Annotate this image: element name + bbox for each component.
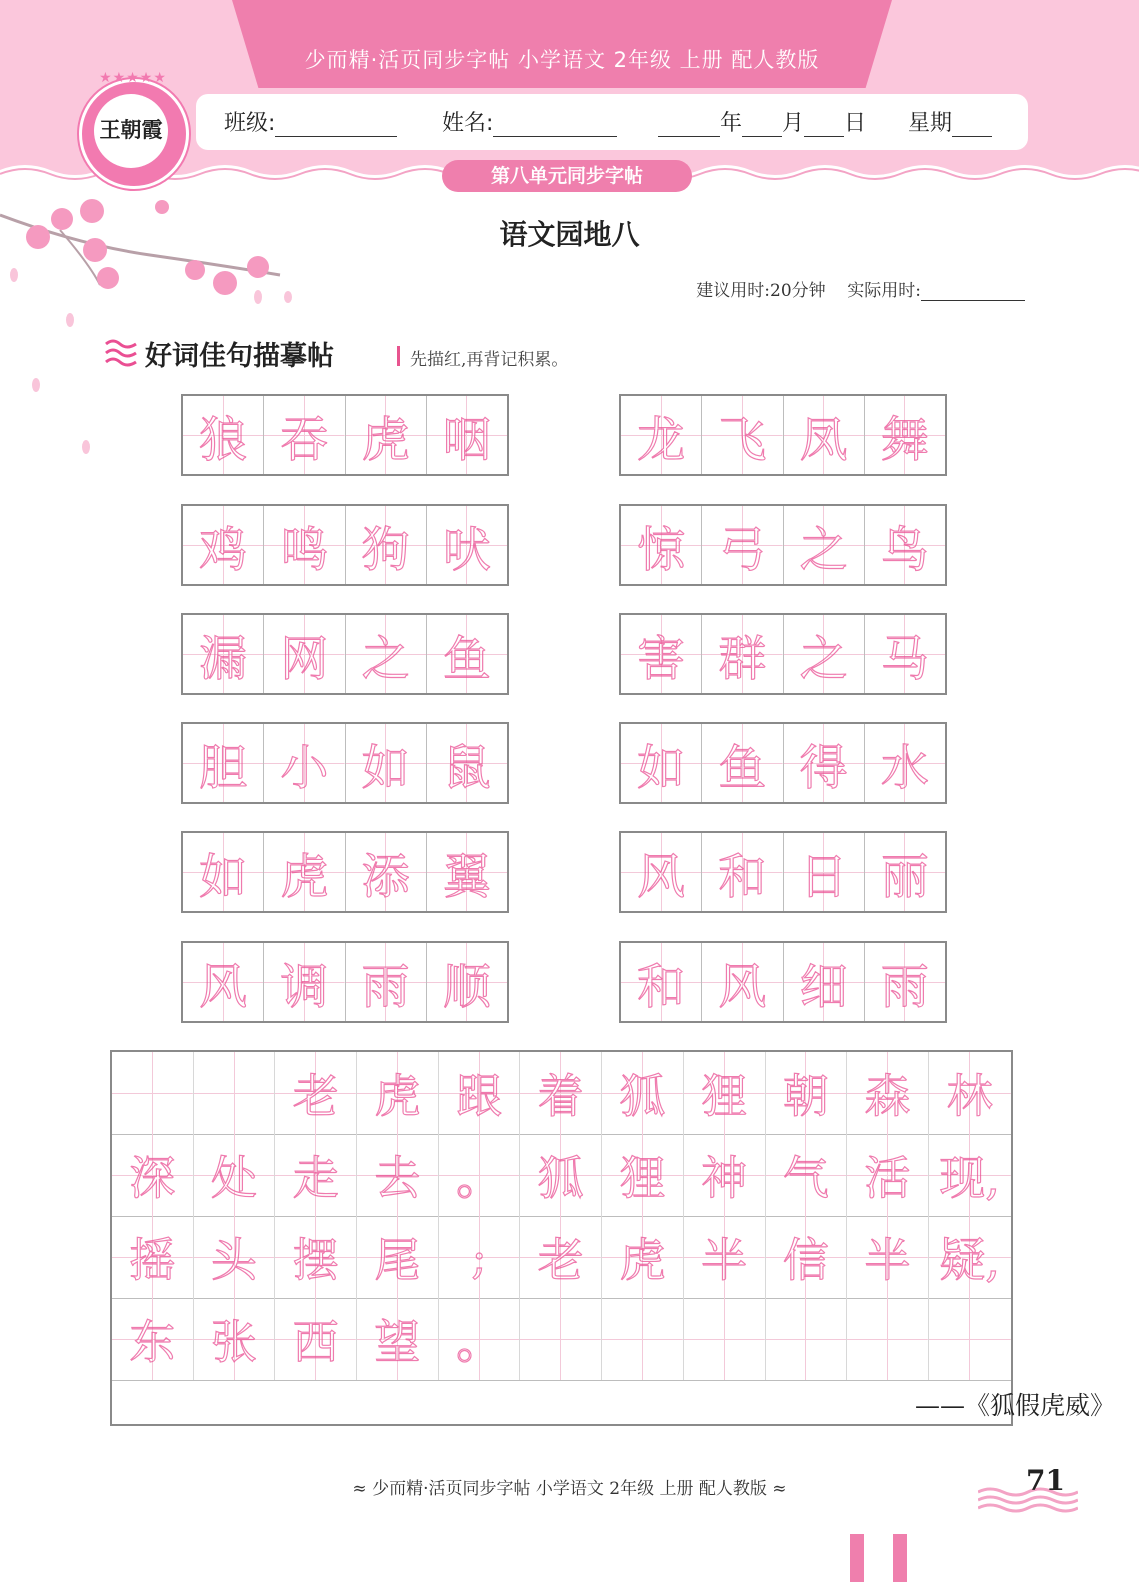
tracing-cell[interactable] (264, 506, 345, 584)
name-field[interactable]: 姓名: (442, 106, 617, 137)
passage-cell[interactable] (520, 1052, 602, 1134)
passage-cell[interactable] (112, 1052, 194, 1134)
trace-character: 活 (864, 1151, 911, 1205)
passage-cell[interactable] (684, 1052, 766, 1134)
tracing-cell[interactable] (865, 615, 945, 693)
series-title: 少而精·活页同步字帖 小学语文 2年级 上册 配人教版 (304, 48, 820, 72)
passage-cell[interactable] (357, 1134, 439, 1216)
trace-character: 疑, (939, 1233, 1001, 1287)
passage-cell[interactable] (602, 1216, 684, 1298)
trace-character: 虎 (361, 411, 410, 468)
word-grid-left-2 (181, 504, 509, 586)
tracing-cell[interactable] (621, 396, 702, 474)
tracing-cell[interactable] (702, 724, 783, 802)
word-grid-right-4 (619, 722, 947, 804)
word-grid-right-3 (619, 613, 947, 695)
tracing-cell[interactable] (427, 506, 507, 584)
trace-character: ; (471, 1230, 487, 1284)
tracing-cell[interactable] (346, 833, 427, 911)
trace-character: 群 (718, 630, 767, 687)
passage-cell[interactable] (847, 1052, 929, 1134)
section-divider (397, 346, 400, 366)
trace-character: 深 (129, 1151, 176, 1205)
trace-character: 。 (456, 1315, 503, 1369)
trace-character: 狐 (619, 1069, 666, 1123)
word-grid-right-1 (619, 394, 947, 476)
trace-character: 林 (946, 1069, 993, 1123)
trace-character: 森 (864, 1069, 911, 1123)
trace-character: 狼 (199, 411, 248, 468)
tracing-cell[interactable] (784, 724, 865, 802)
suggested-time: 建议用时:20分钟 (696, 281, 826, 301)
trace-character: 鸣 (280, 521, 329, 578)
trace-character: 处 (211, 1151, 258, 1205)
passage-cell[interactable] (357, 1052, 439, 1134)
logo-text: 王朝霞 (99, 117, 163, 142)
tracing-cell[interactable] (702, 833, 783, 911)
trace-character: 鱼 (718, 739, 767, 796)
trace-character: 西 (292, 1315, 339, 1369)
trace-character: 咽 (442, 411, 491, 468)
trace-character: 吠 (442, 521, 491, 578)
trace-character: 凤 (799, 411, 848, 468)
passage-row (112, 1216, 1011, 1299)
trace-character: 狸 (619, 1151, 666, 1205)
trace-character: 雨 (361, 958, 410, 1015)
trace-character: 气 (782, 1151, 829, 1205)
trace-character: 尾 (374, 1233, 421, 1287)
trace-character: 得 (799, 739, 848, 796)
trace-character: 跟 (456, 1069, 503, 1123)
passage-cell[interactable] (684, 1298, 766, 1380)
tracing-cell[interactable] (621, 724, 702, 802)
trace-character: 半 (864, 1233, 911, 1287)
tracing-cell[interactable] (183, 724, 264, 802)
tracing-cell[interactable] (784, 615, 865, 693)
section-note: 先描红,再背记积累。 (410, 350, 569, 370)
tracing-cell[interactable] (865, 396, 945, 474)
trace-character: 丽 (880, 848, 929, 905)
page-number: 71 (1026, 1464, 1065, 1497)
tracing-cell[interactable] (264, 833, 345, 911)
tracing-cell[interactable] (183, 833, 264, 911)
tracing-cell[interactable] (784, 943, 865, 1021)
trace-character: 雨 (880, 958, 929, 1015)
trace-character: 鸡 (199, 521, 248, 578)
tracing-cell[interactable] (621, 833, 702, 911)
trace-character: 虎 (619, 1233, 666, 1287)
passage-cell[interactable] (439, 1134, 521, 1216)
tracing-cell[interactable] (264, 943, 345, 1021)
tracing-cell[interactable] (865, 943, 945, 1021)
trace-character: 如 (361, 739, 410, 796)
trace-character: 之 (361, 630, 410, 687)
word-grid-left-6 (181, 941, 509, 1023)
tracing-cell[interactable] (621, 615, 702, 693)
trace-character: 网 (280, 630, 329, 687)
passage-cell[interactable] (275, 1216, 357, 1298)
trace-character: 弓 (718, 521, 767, 578)
passage-cell[interactable] (929, 1298, 1011, 1380)
tracing-cell[interactable] (346, 615, 427, 693)
trace-character: 舞 (880, 411, 929, 468)
word-grid-right-2 (619, 504, 947, 586)
trace-character: 添 (361, 848, 410, 905)
trace-character: 惊 (637, 521, 686, 578)
trace-character: 马 (880, 630, 929, 687)
tracing-cell[interactable] (427, 396, 507, 474)
actual-time-label: 实际用时: (847, 281, 921, 301)
word-grid-right-6 (619, 941, 947, 1023)
logo-stars: ★★★★★ (99, 70, 167, 86)
passage-cell[interactable] (684, 1216, 766, 1298)
actual-time-blank[interactable] (921, 284, 1025, 301)
passage-cell[interactable] (275, 1052, 357, 1134)
trace-character: 张 (211, 1315, 258, 1369)
tracing-cell[interactable] (183, 943, 264, 1021)
tracing-cell[interactable] (346, 506, 427, 584)
trace-character: 飞 (718, 411, 767, 468)
trace-character: 虎 (280, 848, 329, 905)
passage-cell[interactable] (520, 1216, 602, 1298)
tracing-cell[interactable] (865, 833, 945, 911)
trace-character: 如 (637, 739, 686, 796)
trace-character: 龙 (637, 411, 686, 468)
trace-character: 头 (211, 1233, 258, 1287)
passage-cell[interactable] (766, 1052, 848, 1134)
trace-character: 东 (129, 1315, 176, 1369)
passage-cell[interactable] (766, 1134, 848, 1216)
passage-row (112, 1052, 1011, 1135)
trace-character: 信 (782, 1233, 829, 1287)
trace-character: 调 (280, 958, 329, 1015)
trace-character: 害 (637, 630, 686, 687)
passage-cell[interactable] (602, 1134, 684, 1216)
trace-character: 漏 (199, 630, 248, 687)
trace-character: 水 (880, 739, 929, 796)
trace-character: 朝 (782, 1069, 829, 1123)
time-row (696, 276, 1025, 301)
passage-cell[interactable] (520, 1298, 602, 1380)
passage-row (112, 1298, 1011, 1381)
trace-character: 。 (456, 1151, 503, 1205)
trace-character: 老 (292, 1069, 339, 1123)
passage-cell[interactable] (194, 1216, 276, 1298)
passage-cell[interactable] (847, 1134, 929, 1216)
edge-tab-mark (893, 1534, 907, 1582)
passage-cell[interactable] (520, 1134, 602, 1216)
weekday-field[interactable]: 星期 (908, 106, 992, 137)
trace-character: 去 (374, 1151, 421, 1205)
trace-character: 老 (537, 1233, 584, 1287)
word-grid-right-5 (619, 831, 947, 913)
passage-cell[interactable] (602, 1052, 684, 1134)
tracing-cell[interactable] (865, 724, 945, 802)
trace-character: 和 (637, 958, 686, 1015)
tracing-cell[interactable] (427, 724, 507, 802)
trace-character: 望 (374, 1315, 421, 1369)
passage-cell[interactable] (929, 1134, 1011, 1216)
tracing-cell[interactable] (865, 506, 945, 584)
trace-character: 风 (199, 958, 248, 1015)
passage-cell[interactable] (275, 1134, 357, 1216)
tracing-cell[interactable] (264, 396, 345, 474)
tracing-cell[interactable] (427, 833, 507, 911)
passage-cell[interactable] (357, 1216, 439, 1298)
passage-cell[interactable] (357, 1298, 439, 1380)
trace-character: 之 (799, 630, 848, 687)
tracing-cell[interactable] (621, 943, 702, 1021)
trace-character: 现, (939, 1151, 1001, 1205)
passage-cell[interactable] (929, 1052, 1011, 1134)
trace-character: 风 (637, 848, 686, 905)
passage-cell[interactable] (766, 1216, 848, 1298)
trace-character: 胆 (199, 739, 248, 796)
word-grid-left-1 (181, 394, 509, 476)
passage-cell[interactable] (112, 1134, 194, 1216)
trace-character: 摇 (129, 1233, 176, 1287)
tracing-cell[interactable] (702, 615, 783, 693)
passage-source: ——《狐假虎威》 (914, 1391, 1115, 1420)
tracing-cell[interactable] (183, 506, 264, 584)
trace-character: 神 (701, 1151, 748, 1205)
passage-cell[interactable] (439, 1216, 521, 1298)
trace-character: 半 (701, 1233, 748, 1287)
tracing-cell[interactable] (346, 396, 427, 474)
trace-character: 狗 (361, 521, 410, 578)
passage-cell[interactable] (847, 1216, 929, 1298)
passage-cell[interactable] (112, 1298, 194, 1380)
passage-cell[interactable] (194, 1298, 276, 1380)
trace-character: 如 (199, 848, 248, 905)
tracing-cell[interactable] (183, 396, 264, 474)
tracing-cell[interactable] (264, 615, 345, 693)
tracing-cell[interactable] (346, 943, 427, 1021)
section-title: 好词佳句描摹帖 (145, 341, 334, 372)
unit-tag: 第八单元同步字帖 (442, 160, 692, 192)
word-grid-left-3 (181, 613, 509, 695)
trace-character: 顺 (442, 958, 491, 1015)
trace-character: 之 (799, 521, 848, 578)
footer-series: ≈ 少而精·活页同步字帖 小学语文 2年级 上册 配人教版 ≈ (352, 1479, 787, 1499)
passage-cell[interactable] (439, 1052, 521, 1134)
trace-character: 着 (537, 1069, 584, 1123)
trace-character: 虎 (374, 1069, 421, 1123)
page-title: 语文园地八 (499, 218, 640, 251)
trace-character: 摆 (292, 1233, 339, 1287)
passage-cell[interactable] (929, 1216, 1011, 1298)
tracing-cell[interactable] (702, 943, 783, 1021)
trace-character: 风 (718, 958, 767, 1015)
trace-character: 细 (799, 958, 848, 1015)
word-grid-left-4 (181, 722, 509, 804)
trace-character: 鼠 (442, 739, 491, 796)
tracing-cell[interactable] (346, 724, 427, 802)
tracing-cell[interactable] (427, 615, 507, 693)
wave-section-icon (104, 338, 138, 368)
passage-cell[interactable] (275, 1298, 357, 1380)
trace-character: 翼 (442, 848, 491, 905)
tracing-cell[interactable] (183, 615, 264, 693)
passage-cell[interactable] (602, 1298, 684, 1380)
passage-cell[interactable] (766, 1298, 848, 1380)
passage-grid (110, 1050, 1013, 1426)
passage-row (112, 1134, 1011, 1217)
trace-character: 走 (292, 1151, 339, 1205)
passage-cell[interactable] (112, 1216, 194, 1298)
tracing-cell[interactable] (784, 396, 865, 474)
tracing-cell[interactable] (784, 506, 865, 584)
trace-character: 狸 (701, 1069, 748, 1123)
tracing-cell[interactable] (427, 943, 507, 1021)
date-field[interactable]: 年 月 日 (658, 106, 866, 137)
tracing-cell[interactable] (621, 506, 702, 584)
passage-cell[interactable] (439, 1298, 521, 1380)
edge-tab-mark (850, 1534, 864, 1582)
tracing-cell[interactable] (702, 506, 783, 584)
passage-cell[interactable] (684, 1134, 766, 1216)
trace-character: 和 (718, 848, 767, 905)
trace-character: 鱼 (442, 630, 491, 687)
tracing-cell[interactable] (784, 833, 865, 911)
trace-character: 鸟 (880, 521, 929, 578)
passage-cell[interactable] (847, 1298, 929, 1380)
passage-cell[interactable] (194, 1052, 276, 1134)
trace-character: 狐 (537, 1151, 584, 1205)
trace-character: 小 (280, 739, 329, 796)
tracing-cell[interactable] (264, 724, 345, 802)
passage-cell[interactable] (194, 1134, 276, 1216)
trace-character: 吞 (280, 411, 329, 468)
class-field[interactable]: 班级: (224, 106, 397, 137)
tracing-cell[interactable] (702, 396, 783, 474)
word-grid-left-5 (181, 831, 509, 913)
trace-character: 日 (799, 848, 848, 905)
